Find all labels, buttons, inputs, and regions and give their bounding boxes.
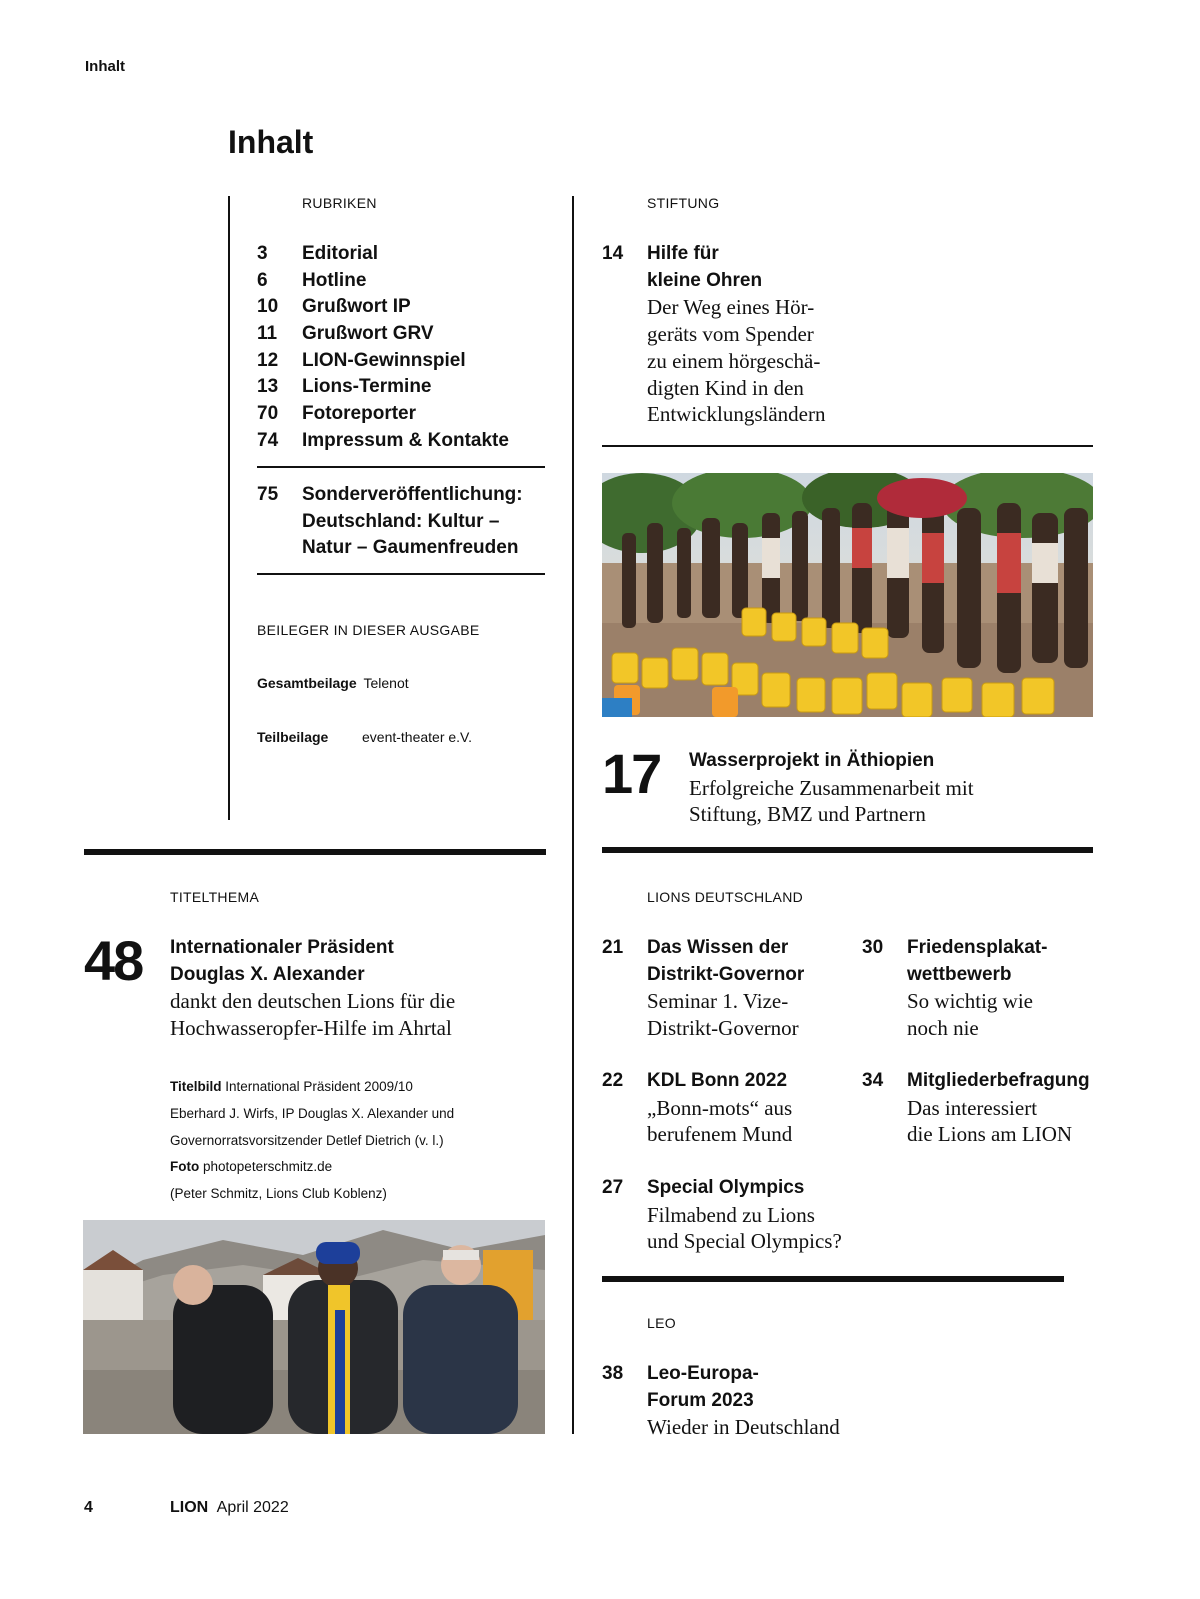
- entry-title-line: Distrikt-Governor: [647, 963, 805, 985]
- entry-sub-line: zu einem hörgeschä-: [647, 348, 821, 373]
- entry-title: Impressum & Kontakte: [302, 430, 509, 451]
- credit-text: (Peter Schmitz, Lions Club Koblenz): [170, 1186, 387, 1202]
- toc-entry[interactable]: [257, 428, 557, 455]
- toc-entry-titelthema[interactable]: [84, 929, 546, 1045]
- entry-sub-line: Das interessiert: [907, 1095, 1038, 1120]
- feature-page-number: 48: [84, 929, 143, 992]
- credit-text: photopeterschmitz.de: [203, 1159, 333, 1175]
- toc-entry[interactable]: [257, 348, 557, 375]
- beilage-label: Teilbeilage: [257, 729, 329, 745]
- credit-text: Eberhard J. Wirfs, IP Douglas X. Alexander und: [170, 1105, 455, 1121]
- divider: [602, 445, 1093, 447]
- toc-entry-wasser[interactable]: [602, 742, 1093, 828]
- ethiopia-water-photo: [602, 473, 1093, 717]
- entry-sub-line: und Special Olympics?: [647, 1229, 842, 1254]
- lions-deutschland-kicker: LIONS DEUTSCHLAND: [647, 889, 804, 905]
- entry-sub-line: geräts vom Spender: [647, 322, 814, 347]
- page-number: 30: [862, 937, 884, 958]
- page-number: 34: [862, 1070, 884, 1091]
- entry-title-line: Hilfe für: [647, 243, 719, 264]
- entry-title-line: Deutschland: Kultur –: [302, 510, 500, 532]
- footer-brand: LION: [170, 1499, 209, 1516]
- entry-sub-line: Distrikt-Governor: [647, 1016, 799, 1041]
- beileger-kicker: BEILEGER IN DIESER AUSGABE: [257, 622, 480, 638]
- entry-sub-line: die Lions am LION: [907, 1122, 1073, 1147]
- page-number: 13: [257, 376, 279, 397]
- entry-title-line: Douglas X. Alexander: [170, 963, 365, 985]
- entry-sub-line: Stiftung, BMZ und Partnern: [689, 802, 926, 827]
- entry-sub-line: Seminar 1. Vize-: [647, 989, 789, 1014]
- entry-sub-line: noch nie: [907, 1016, 979, 1041]
- toc-entry[interactable]: [257, 374, 557, 401]
- page-title: Inhalt: [228, 124, 314, 160]
- feature-page-number: 17: [602, 742, 661, 805]
- rubriken-kicker: RUBRIKEN: [302, 195, 377, 211]
- page-number: 21: [602, 937, 624, 958]
- page-number: 6: [257, 270, 268, 291]
- section-rule: [84, 849, 546, 855]
- footer-page-number: 4: [84, 1499, 93, 1516]
- page-number: 22: [602, 1070, 624, 1091]
- entry-title-line: Das Wissen der: [647, 937, 789, 958]
- titelthema-kicker: TITELTHEMA: [170, 889, 260, 905]
- page-number: 27: [602, 1177, 624, 1198]
- toc-entry[interactable]: [257, 268, 557, 295]
- entry-title: Grußwort IP: [302, 296, 411, 317]
- entry-title: Lions-Termine: [302, 376, 432, 397]
- entry-title: Editorial: [302, 243, 379, 264]
- entry-title-line: Internationaler Präsident: [170, 937, 394, 958]
- entry-title: Grußwort GRV: [302, 323, 434, 344]
- page-number: 70: [257, 403, 279, 424]
- credit-text: International Präsident 2009/10: [225, 1079, 413, 1094]
- entry-sub-line: Entwicklungsländern: [647, 402, 826, 427]
- page-number: 10: [257, 296, 279, 317]
- entry-title-line: Leo-Europa-: [647, 1363, 759, 1384]
- entry-sub-line: Erfolgreiche Zusammenarbeit mit: [689, 775, 974, 800]
- entry-title-line: Special Olympics: [647, 1177, 805, 1198]
- footer-issue: April 2022: [216, 1499, 289, 1516]
- beilage-label: Gesamtbeilage: [257, 675, 357, 691]
- entry-sub-line: Wieder in Deutschland: [647, 1415, 840, 1440]
- entry-title-line: kleine Ohren: [647, 269, 763, 291]
- entry-sub-line: So wichtig wie: [907, 989, 1033, 1014]
- cover-photo: [83, 1220, 545, 1434]
- section-rule: [602, 1276, 1064, 1282]
- toc-entry[interactable]: [257, 321, 557, 348]
- beilage-row: [257, 675, 409, 691]
- entry-sub-line: „Bonn-mots“ aus: [647, 1095, 793, 1120]
- page-number: 74: [257, 430, 279, 451]
- credit-label: Foto: [170, 1159, 200, 1175]
- page-number: 14: [602, 243, 624, 264]
- entry-title-line: Friedensplakat-: [907, 937, 1048, 958]
- cover-credits: [170, 1074, 454, 1208]
- toc-entry[interactable]: [257, 401, 557, 428]
- entry-sub-line: Hochwasseropfer-Hilfe im Ahrtal: [170, 1016, 452, 1041]
- entry-title-line: Sonderveröffentlichung:: [302, 484, 523, 505]
- toc-entry[interactable]: [257, 294, 557, 321]
- entry-title: Fotoreporter: [302, 403, 416, 424]
- entry-sub-line: dankt den deutschen Lions für die: [170, 989, 456, 1014]
- page-number: 12: [257, 350, 279, 371]
- entry-title: LION-Gewinnspiel: [302, 350, 466, 371]
- divider: [257, 573, 545, 575]
- beilage-value: event-theater e.V.: [362, 729, 473, 745]
- entry-sub-line: Filmabend zu Lions: [647, 1202, 815, 1227]
- page-number: 75: [257, 484, 279, 505]
- entry-title: Hotline: [302, 270, 367, 291]
- entry-title-line: wettbewerb: [907, 963, 1012, 985]
- entry-title-line: Forum 2023: [647, 1389, 754, 1411]
- beilage-value: Telenot: [363, 675, 409, 691]
- beilage-row: [257, 729, 328, 745]
- entry-title-line: KDL Bonn 2022: [647, 1070, 788, 1091]
- entry-title-line: Natur – Gaumenfreuden: [302, 537, 519, 558]
- running-header: Inhalt: [85, 58, 125, 75]
- toc-entry[interactable]: [257, 241, 557, 268]
- leo-kicker: LEO: [647, 1315, 676, 1331]
- page-number: 11: [257, 323, 278, 344]
- section-rule: [602, 847, 1093, 853]
- column-divider: [572, 196, 574, 1434]
- entry-title: Wasserprojekt in Äthiopien: [689, 750, 935, 771]
- credit-label: Titelbild: [170, 1079, 222, 1094]
- entry-sub-line: Der Weg eines Hör-: [647, 295, 815, 320]
- rubriken-rule: [228, 196, 230, 820]
- page-number: 38: [602, 1363, 624, 1384]
- entry-title-line: Mitgliederbefragung: [907, 1070, 1090, 1091]
- credit-text: Governorratsvorsitzender Detlef Dietrich (v. l.): [170, 1132, 444, 1148]
- entry-sub-line: berufenem Mund: [647, 1122, 793, 1147]
- entry-sub-line: digten Kind in den: [647, 375, 804, 400]
- divider: [257, 466, 545, 468]
- stiftung-kicker: STIFTUNG: [647, 195, 720, 211]
- page-number: 3: [257, 243, 268, 264]
- footer-masthead: [170, 1499, 289, 1517]
